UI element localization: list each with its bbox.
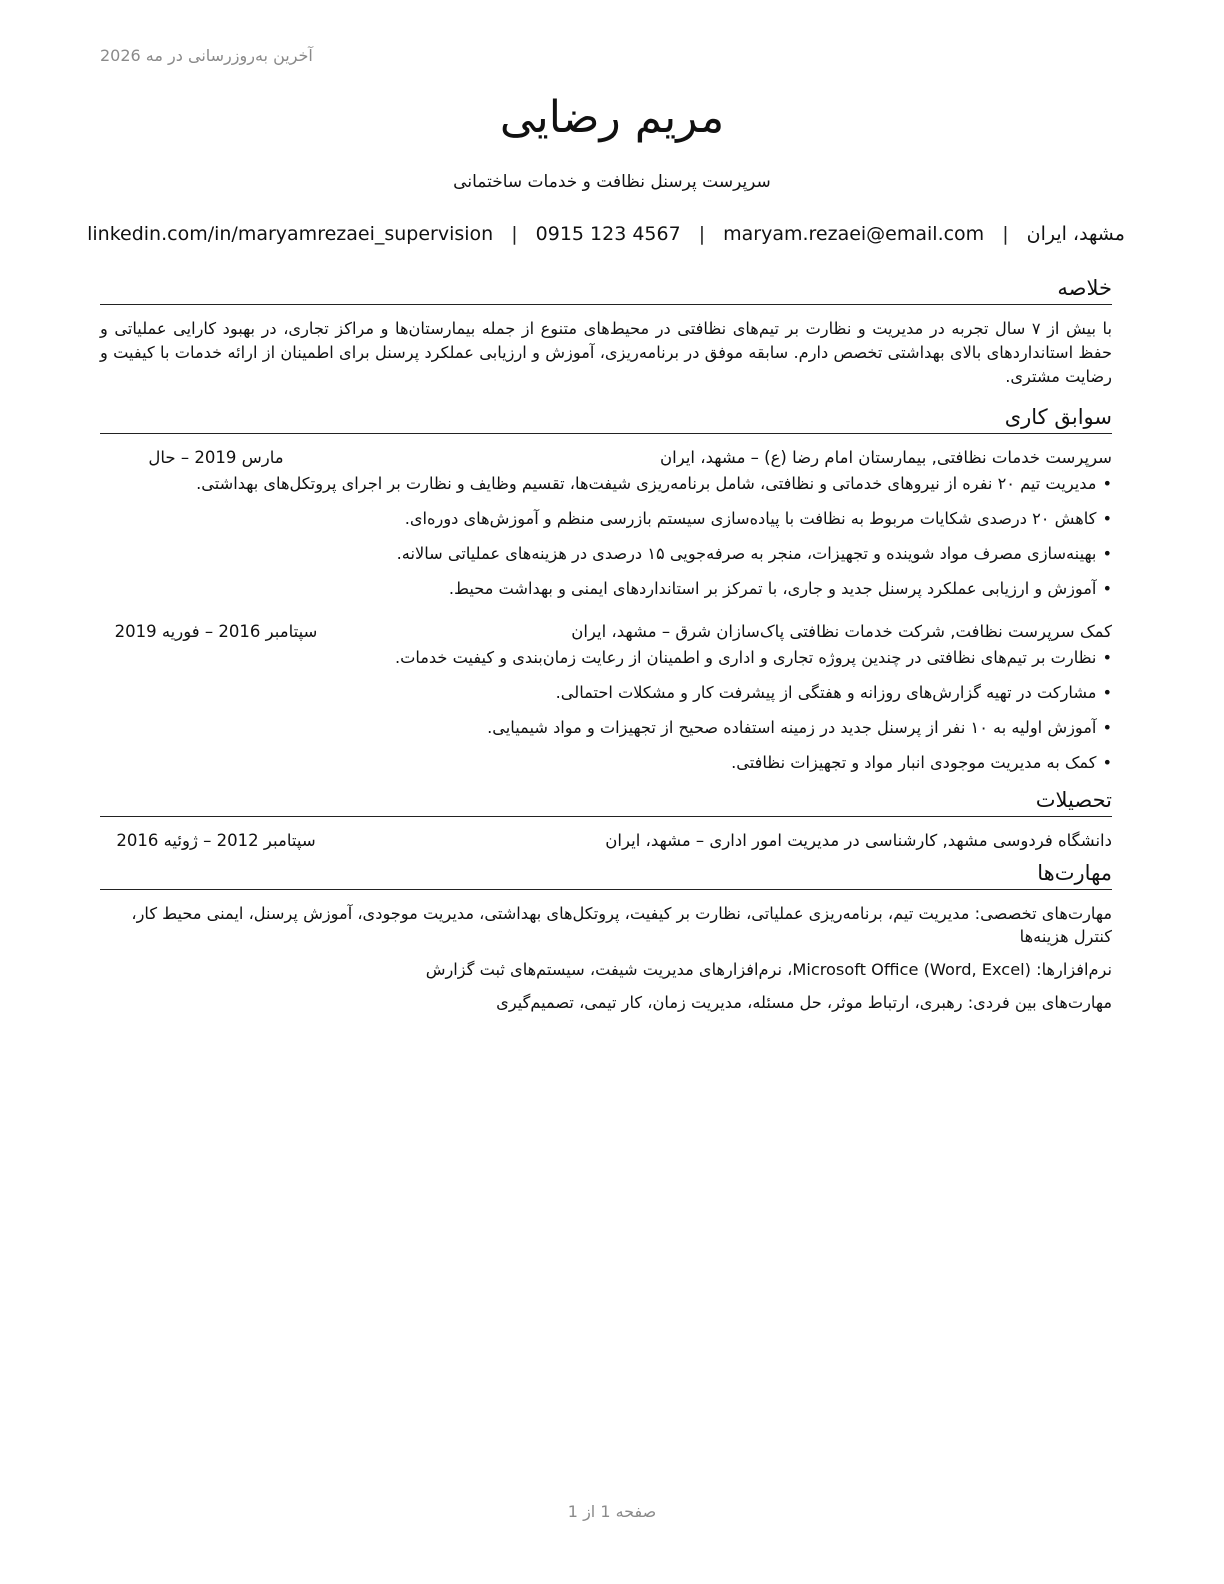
page-number: صفحه 1 از 1 xyxy=(567,1502,657,1521)
candidate-title: سرپرست پرسنل نظافت و خدمات ساختمانی xyxy=(453,172,771,192)
bullet-glyph: • xyxy=(1102,579,1112,598)
contact-separator: | xyxy=(1002,223,1009,245)
bullet-text: کمک به مدیریت موجودی انبار مواد و تجهیزات نظافتی. xyxy=(731,753,1097,772)
bullet-text: آموزش و ارزیابی عملکرد پرسنل جدید و جاری، با تمرکز بر استانداردهای ایمنی و بهداشت محیط. xyxy=(448,579,1097,598)
bullet-glyph: • xyxy=(1102,718,1112,737)
skills-line-software: نرم‌افزارها: Microsoft Office (Word, Excel)، نرم‌افزارهای مدیریت شیفت، سیستم‌های ثبت گزارش xyxy=(425,960,1112,979)
education-entry xyxy=(100,829,1112,853)
skills-line-technical: مهارت‌های تخصصی: مدیریت تیم، برنامه‌ریزی عملیاتی، نظارت بر کیفیت، پروتکل‌های بهداشتی، مدیریت موجودی، آموزش پرسنل، ایمنی محیط کار، کنترل هزینه‌ها xyxy=(131,904,1112,946)
skills-list xyxy=(100,902,1112,1014)
bullet-text: بهینه‌سازی مصرف مواد شوینده و تجهیزات، منجر به صرفه‌جویی ۱۵ درصدی در هزینه‌های عملیاتی سالانه. xyxy=(396,544,1097,563)
list-item xyxy=(100,751,1112,775)
experience-heading: سوابق کاری xyxy=(100,403,1112,434)
list-item xyxy=(100,507,1112,531)
bullet-text: نظارت بر تیم‌های نظافتی در چندین پروژه تجاری و اداری و اطمینان از رعایت زمان‌بندی و کیفیت خدمات. xyxy=(394,648,1097,667)
education-dates: سپتامبر 2012 – ژوئیه 2016 xyxy=(116,831,316,850)
bullet-glyph: • xyxy=(1102,544,1112,563)
list-item xyxy=(100,681,1112,705)
list-item xyxy=(100,577,1112,601)
contact-email[interactable]: maryam.rezaei@email.com xyxy=(723,223,985,245)
contact-line xyxy=(87,223,1125,245)
spacer xyxy=(100,612,1112,620)
contact-separator: | xyxy=(511,223,518,245)
list-item xyxy=(100,716,1112,740)
job-role-org: کمک سرپرست نظافت, شرکت خدمات نظافتی پاک‌سازان شرق – مشهد، ایران xyxy=(571,622,1112,641)
job-dates: مارس 2019 – حال xyxy=(148,448,284,467)
bullet-text: آموزش اولیه به ۱۰ نفر از پرسنل جدید در زمینه استفاده صحیح از تجهیزات و مواد شیمیایی. xyxy=(487,718,1097,737)
bullet-glyph: • xyxy=(1102,753,1112,772)
job-role-org: سرپرست خدمات نظافتی, بیمارستان امام رضا (ع) – مشهد، ایران xyxy=(660,448,1112,467)
contact-linkedin[interactable]: linkedin.com/in/maryamrezaei_supervision xyxy=(87,223,494,245)
list-item xyxy=(100,646,1112,670)
bullet-text: کاهش ۲۰ درصدی شکایات مربوط به نظافت با پیاده‌سازی سیستم بازرسی منظم و آموزش‌های دوره‌ای. xyxy=(404,509,1097,528)
bullet-glyph: • xyxy=(1102,683,1112,702)
job-entry xyxy=(100,620,1112,775)
bullet-text: مدیریت تیم ۲۰ نفره از نیروهای خدماتی و نظافتی، شامل برنامه‌ریزی شیفت‌ها، تقسیم وظایف و نظارت بر اجرای پروتکل‌های بهداشتی. xyxy=(196,474,1097,493)
summary-heading: خلاصه xyxy=(100,274,1112,305)
list-item xyxy=(100,542,1112,566)
skills-heading: مهارت‌ها xyxy=(100,859,1112,890)
skills-line-interpersonal: مهارت‌های بین فردی: رهبری، ارتباط موثر، حل مسئله، مدیریت زمان، کار تیمی، تصمیم‌گیری xyxy=(496,993,1112,1012)
bullet-glyph: • xyxy=(1102,509,1112,528)
job-entry xyxy=(100,446,1112,601)
contact-phone[interactable]: 0915 123 4567 xyxy=(535,223,681,245)
resume-content xyxy=(100,274,1112,1024)
last-updated-note: آخرین به‌روزرسانی در مه 2026 xyxy=(100,46,313,65)
summary-text: با بیش از ۷ سال تجربه در مدیریت و نظارت بر تیم‌های نظافتی در محیط‌های متنوع از جمله بیمارستان‌ها و مراکز تجاری، در بهبود کارایی عملیاتی و حفظ استانداردهای بالای بهداشتی تخصص دارم. سابقه موفق در برنامه‌ریزی، آموزش و ارزیابی عملکرد پرسنل برای اطمینان از ارائه خدمات با کیفیت و رضایت مشتری. xyxy=(100,319,1112,386)
contact-separator: | xyxy=(698,223,706,245)
list-item xyxy=(100,472,1112,496)
job-bullets xyxy=(100,472,1112,601)
education-text: دانشگاه فردوسی مشهد, کارشناسی در مدیریت امور اداری – مشهد، ایران xyxy=(605,831,1112,850)
bullet-glyph: • xyxy=(1102,474,1112,493)
bullet-text: مشارکت در تهیه گزارش‌های روزانه و هفتگی از پیشرفت کار و مشکلات احتمالی. xyxy=(555,683,1097,702)
job-header xyxy=(100,620,1112,644)
contact-location: مشهد، ایران xyxy=(1026,223,1125,245)
job-dates: سپتامبر 2016 – فوریه 2019 xyxy=(114,622,318,641)
job-header xyxy=(100,446,1112,470)
candidate-name: مریم رضایی xyxy=(499,92,725,143)
education-heading: تحصیلات xyxy=(100,786,1112,817)
job-bullets xyxy=(100,646,1112,775)
bullet-glyph: • xyxy=(1102,648,1112,667)
